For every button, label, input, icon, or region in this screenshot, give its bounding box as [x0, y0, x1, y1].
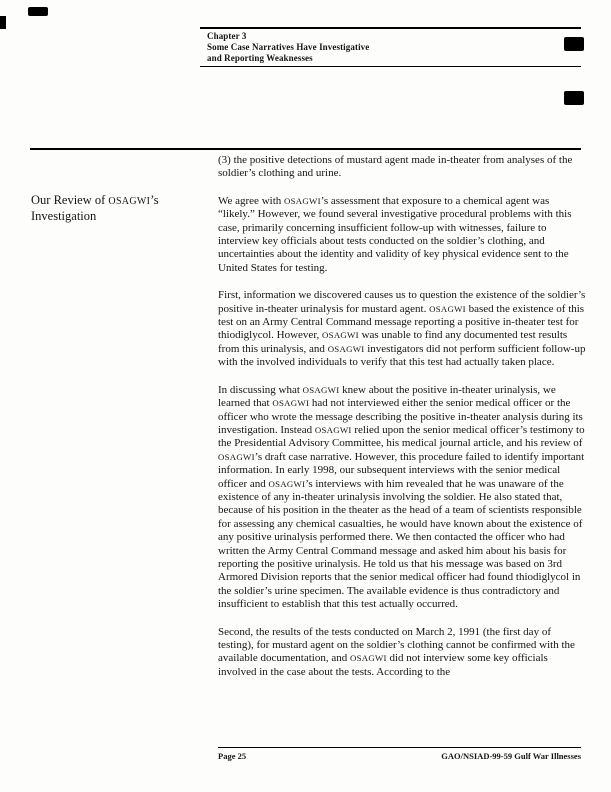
scan-artifact-left-edge [0, 16, 6, 29]
scan-artifact-top-left [28, 7, 48, 16]
chapter-title-line1: Some Case Narratives Have Investigative [207, 42, 370, 52]
scan-artifact-right-upper [564, 37, 584, 51]
paragraph-assessment: We agree with OSAGWI’s assessment that exposure to a chemical agent was “likely.” However, we found several investigative procedural problems with this case, primarily concerning insufficient follow-up with witnesses, failure to interview key officials about tests conducted on the soldier’s clothing, and uncertainties about the identity and validity of key physical evidence sent to the United States for testing. [218, 194, 572, 274]
paragraph-urinalysis-discussion: In discussing what OSAGWI knew about the positive in-theater urinalysis, we learned that OSAGWI had not interviewed either the senior medical officer or the officer who wrote the message describing the positive in-theater analysis during its investigation. Instead OSAGWI relied upon the senior medical officer’s testimony to the Presidential Advisory Committee, his medical journal article, and his review of OSAGWI’s draft case narrative. However, this procedure failed to identify important information. In early 1998, our subsequent interviews with the senior medical officer and OSAGWI’s interviews with him revealed that he was unaware of the existence of any in-theater urinalysis involving the soldier. He also stated that, because of his position in the theater as the head of a team of scientists responsible for assessing any chemical casualties, he would have known about the existence of any positive urinalysis performed there. We then contacted the officer who had written the Army Central Command message and asked him about his basis for reporting the positive urinalysis. He told us that his message was based on 3rd Armored Division reports that the senior medical officer had found thiodiglycol in the soldier’s urine specimen. The available evidence is thus contradictory and insufficient to establish that this test actually occurred. [218, 383, 585, 611]
chapter-header [207, 31, 369, 64]
page-footer [218, 751, 581, 761]
body-text-column [218, 154, 586, 693]
section-divider-rule [30, 148, 581, 150]
paragraph-first-issue: First, information we discovered causes us to question the existence of the soldier’s positive in-theater urinalysis for mustard agent. OSAGWI based the existence of this test on an Army Central Command message reporting a positive in-theater test for thiodiglycol. However, OSAGWI was unable to find any documented test results from this urinalysis, and OSAGWI investigators did not perform sufficient follow-up with the involved individuals to verify that this test had actually taken place. [218, 289, 586, 369]
document-reference: GAO/NSIAD-99-59 Gulf War Illnesses [441, 751, 581, 761]
paragraph-second-issue: Second, the results of the tests conducted on March 2, 1991 (the first day of testing), for mustard agent on the soldier’s clothing cannot be confirmed with the available documentation, and OSAGWI did not interview some key officials involved in the case about the tests. According to the [218, 625, 575, 678]
header-rule-top [200, 27, 581, 29]
paragraph-continuation: (3) the positive detections of mustard agent made in-theater from analyses of the soldier’s clothing and urine. [218, 154, 573, 180]
chapter-label: Chapter 3 [207, 31, 247, 41]
footer-rule [218, 747, 581, 748]
section-heading: Our Review of OSAGWI’s Investigation [31, 193, 159, 223]
chapter-title-line2: and Reporting Weaknesses [207, 53, 313, 63]
header-rule-bottom [200, 66, 581, 67]
page-number: Page 25 [218, 751, 247, 761]
scan-artifact-right-lower [564, 91, 584, 105]
